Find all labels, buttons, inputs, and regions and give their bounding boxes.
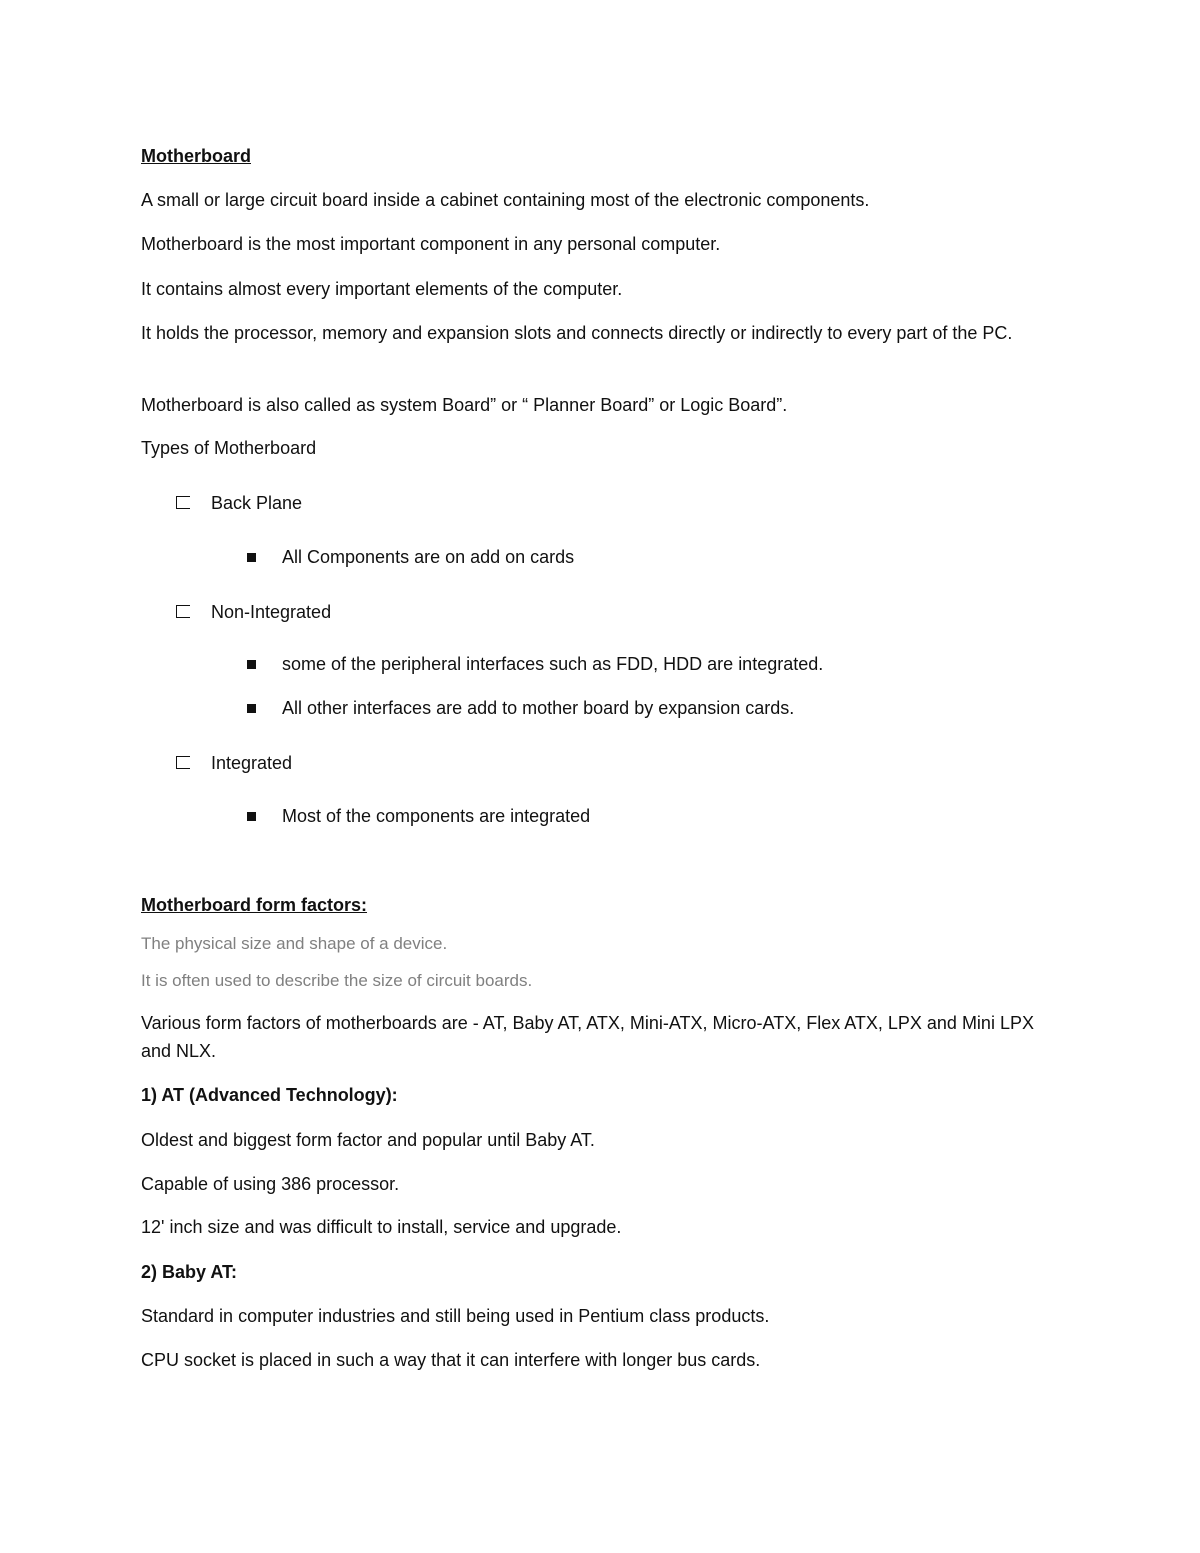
sublist-item <box>247 650 823 678</box>
list-item-back-plane <box>176 489 302 517</box>
paragraph-baby-at: CPU socket is placed in such a way that it can interfere with longer bus cards. <box>141 1350 761 1370</box>
square-bullet-icon <box>247 660 256 669</box>
bracket-bullet-icon <box>176 496 190 509</box>
bracket-bullet-icon <box>176 756 190 769</box>
subheading-at: 1) AT (Advanced Technology): <box>141 1085 398 1105</box>
section-heading-motherboard: Motherboard <box>141 146 251 166</box>
paragraph-at: Oldest and biggest form factor and popular until Baby AT. <box>141 1130 595 1150</box>
sublist-item-label: some of the peripheral interfaces such as FDD, HDD are integrated. <box>282 654 824 674</box>
paragraph-importance: Motherboard is the most important component in any personal computer. <box>141 234 721 254</box>
paragraph-also-called: Motherboard is also called as system Board” or “ Planner Board” or Logic Board”. <box>141 395 788 415</box>
square-bullet-icon <box>247 704 256 713</box>
paragraph-at: 12' inch size and was difficult to install, service and upgrade. <box>141 1217 622 1237</box>
paragraph-types-intro: Types of Motherboard <box>141 438 317 458</box>
sublist-item-label: All Components are on add on cards <box>282 547 575 567</box>
list-item-label: Integrated <box>211 753 293 773</box>
paragraph-form-factors-list: Various form factors of motherboards are - AT, Baby AT, ATX, Mini-ATX, Micro-ATX, Flex ATX, LPX and Mini LPX and NLX. <box>141 1013 1034 1061</box>
sublist-item <box>247 802 590 830</box>
paragraph-definition: A small or large circuit board inside a cabinet containing most of the electronic components. <box>141 190 870 210</box>
gray-definition-line: The physical size and shape of a device. <box>141 934 448 953</box>
paragraph-at: Capable of using 386 processor. <box>141 1174 400 1194</box>
gray-definition-line: It is often used to describe the size of circuit boards. <box>141 971 533 990</box>
sublist-item <box>247 543 574 571</box>
section-heading-form-factors: Motherboard form factors: <box>141 895 368 915</box>
subheading-baby-at: 2) Baby AT: <box>141 1262 238 1282</box>
square-bullet-icon <box>247 812 256 821</box>
sublist-item-label: Most of the components are integrated <box>282 806 591 826</box>
bracket-bullet-icon <box>176 605 190 618</box>
paragraph-baby-at: Standard in computer industries and still being used in Pentium class products. <box>141 1306 770 1326</box>
list-item-label: Back Plane <box>211 493 303 513</box>
paragraph-holds: It holds the processor, memory and expansion slots and connects directly or indirectly to every part of the PC. <box>141 323 1013 343</box>
list-item-label: Non-Integrated <box>211 602 332 622</box>
sublist-item-label: All other interfaces are add to mother board by expansion cards. <box>282 698 795 718</box>
list-item-integrated <box>176 749 292 777</box>
square-bullet-icon <box>247 553 256 562</box>
sublist-item <box>247 694 794 722</box>
list-item-non-integrated <box>176 598 331 626</box>
paragraph-contains: It contains almost every important elements of the computer. <box>141 279 623 299</box>
